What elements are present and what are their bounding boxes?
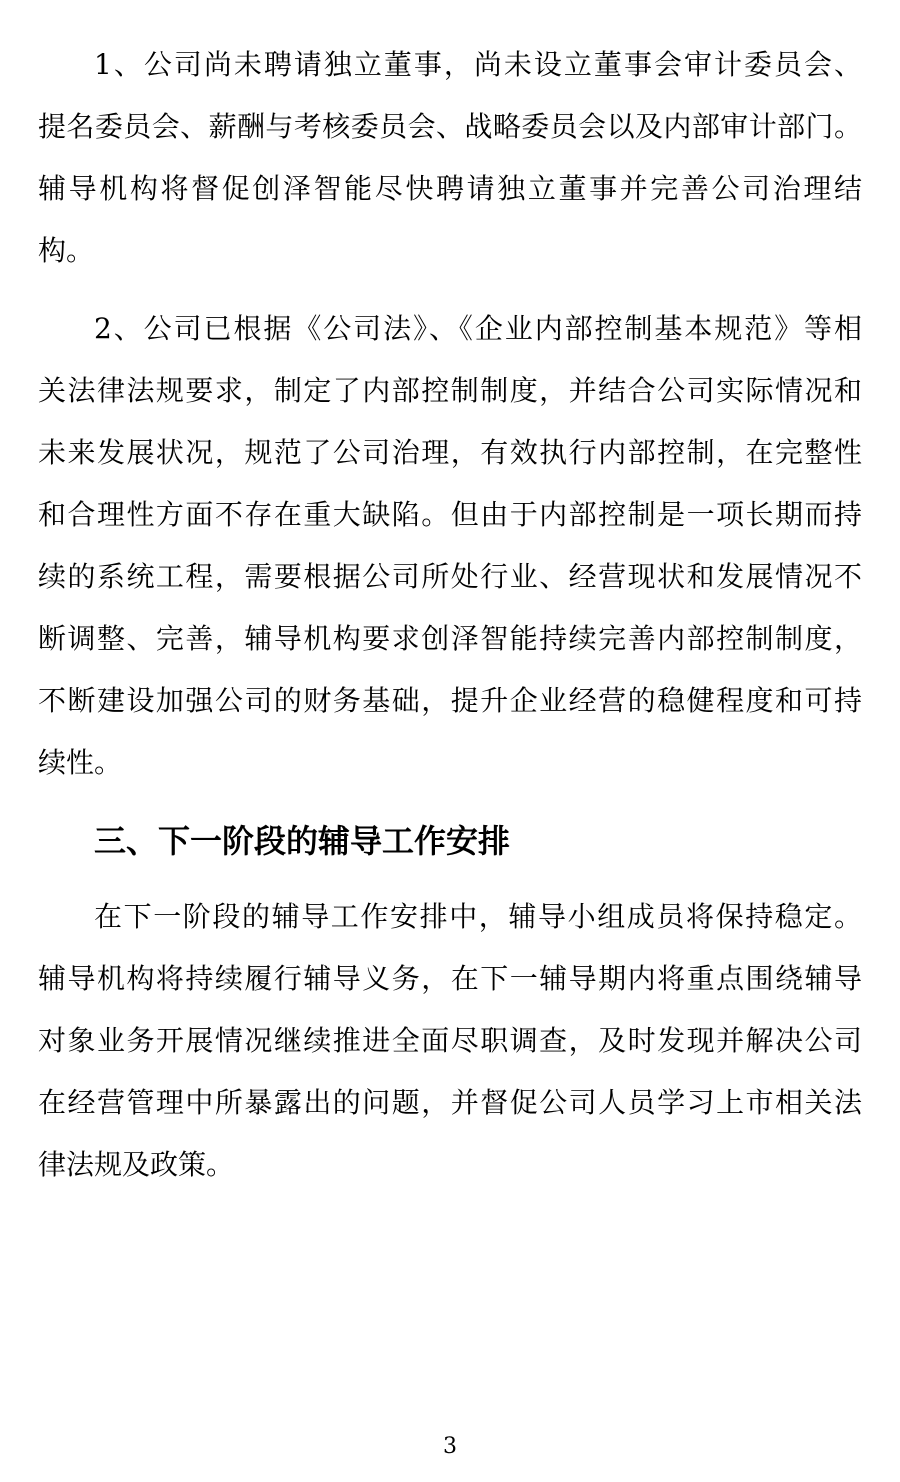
text-line: 提名委员会、薪酬与考核委员会、战略委员会以及内部审计部门。 xyxy=(38,110,862,143)
text-line: 律法规及政策。 xyxy=(38,1148,235,1181)
text-line: 在下一阶段的辅导工作安排中，辅导小组成员将保持稳定。 xyxy=(94,900,862,933)
text-line: 断调整、完善，辅导机构要求创泽智能持续完善内部控制制度， xyxy=(38,622,862,655)
text-line: 在经营管理中所暴露出的问题，并督促公司人员学习上市相关法 xyxy=(38,1086,862,1119)
text-line: 不断建设加强公司的财务基础，提升企业经营的稳健程度和可持 xyxy=(38,684,862,717)
paragraph-3 xyxy=(38,886,862,1196)
section-heading-next-stage: 三、下一阶段的辅导工作安排 xyxy=(94,822,511,860)
text-line: 续的系统工程，需要根据公司所处行业、经营现状和发展情况不 xyxy=(38,560,862,593)
text-line: 2、公司已根据《公司法》、《企业内部控制基本规范》等相 xyxy=(94,312,862,345)
document-content xyxy=(38,34,862,1212)
text-line: 续性。 xyxy=(38,746,123,779)
paragraph-2 xyxy=(38,298,862,794)
text-line: 未来发展状况，规范了公司治理，有效执行内部控制，在完整性 xyxy=(38,436,862,469)
text-line: 构。 xyxy=(38,234,95,267)
text-line: 关法律法规要求，制定了内部控制制度，并结合公司实际情况和 xyxy=(38,374,862,407)
text-line: 和合理性方面不存在重大缺陷。但由于内部控制是一项长期而持 xyxy=(38,498,862,531)
text-line: 辅导机构将督促创泽智能尽快聘请独立董事并完善公司治理结 xyxy=(38,172,862,205)
text-line: 1、公司尚未聘请独立董事，尚未设立董事会审计委员会、 xyxy=(94,48,862,81)
text-line: 辅导机构将持续履行辅导义务，在下一辅导期内将重点围绕辅导 xyxy=(38,962,862,995)
paragraph-1 xyxy=(38,34,862,282)
page-number: 3 xyxy=(443,1434,457,1459)
text-line: 对象业务开展情况继续推进全面尽职调查，及时发现并解决公司 xyxy=(38,1024,862,1057)
